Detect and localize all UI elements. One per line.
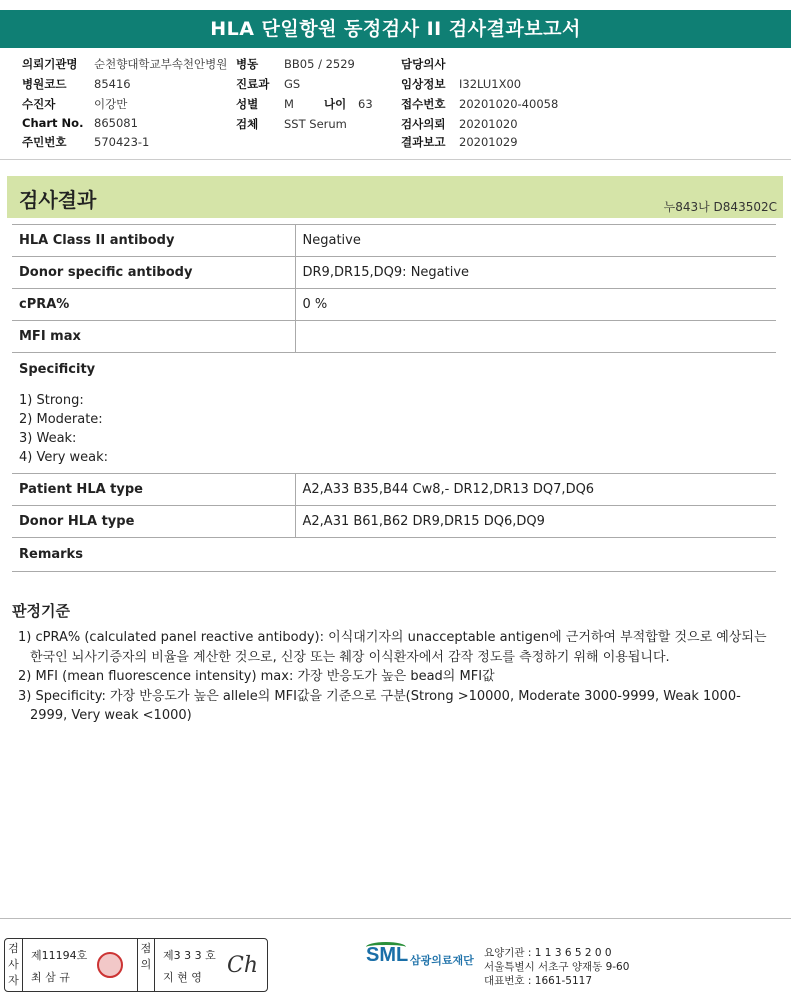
physician-field bbox=[401, 56, 459, 72]
specificity-row bbox=[12, 353, 776, 387]
specimen-value: SST Serum bbox=[284, 117, 347, 131]
dept-label: 진료과 bbox=[236, 77, 270, 91]
result-value: 0 % bbox=[295, 289, 776, 321]
result-key: Donor HLA type bbox=[12, 505, 295, 537]
report-title: HLA 단일항원 동정검사 II 검사결과보고서 bbox=[0, 10, 791, 48]
request-date-label: 검사의뢰 bbox=[401, 117, 446, 131]
ward-value: BB05 / 2529 bbox=[284, 57, 355, 71]
logo-arc-icon bbox=[366, 942, 406, 952]
hospital-code-value: 85416 bbox=[94, 77, 131, 91]
list-item: 2) Moderate: bbox=[19, 411, 103, 427]
org-name: 삼광의료재단 bbox=[410, 954, 474, 967]
request-date-value: 20201020 bbox=[459, 117, 518, 131]
list-item: 2) MFI (mean fluorescence intensity) max: 가장 반응도가 높은 bead의 MFI값 bbox=[18, 669, 495, 684]
specimen-label: 검체 bbox=[236, 117, 259, 131]
table-row bbox=[12, 473, 776, 505]
dept-value: GS bbox=[284, 77, 301, 91]
criteria-list bbox=[18, 628, 770, 726]
receipt-label: 접수번호 bbox=[401, 97, 446, 111]
requester-label: 의뢰기관명 bbox=[22, 57, 78, 71]
table-row bbox=[12, 225, 776, 257]
report-date-label: 결과보고 bbox=[401, 135, 446, 149]
requester-value: 순천향대학교부속천안병원 bbox=[94, 57, 228, 71]
report-date-value: 20201029 bbox=[459, 135, 518, 149]
id-number-value: 570423-1 bbox=[94, 135, 150, 149]
list-item: 1) Strong: bbox=[19, 392, 84, 408]
tester-label: 검사자 bbox=[5, 939, 23, 991]
patient-value: 이강만 bbox=[94, 97, 128, 111]
confirmer-license: 제3 3 3 호 bbox=[163, 949, 216, 962]
org-address: 서울특별시 서초구 양재동 9-60 bbox=[484, 961, 630, 973]
receipt-field bbox=[401, 96, 558, 112]
id-number-label: 주민번호 bbox=[22, 135, 67, 149]
receipt-value: 20201020-40058 bbox=[459, 97, 559, 111]
specificity-list-row bbox=[12, 387, 776, 474]
table-row bbox=[12, 505, 776, 537]
sex-field bbox=[236, 96, 373, 112]
id-number-field bbox=[22, 134, 149, 150]
hospital-code-field bbox=[22, 76, 131, 92]
ward-field bbox=[236, 56, 355, 72]
result-key: cPRA% bbox=[12, 289, 295, 321]
logo-mark: SML bbox=[366, 944, 409, 966]
sex-label: 성별 bbox=[236, 97, 259, 111]
table-row bbox=[12, 321, 776, 353]
report-date-field bbox=[401, 134, 518, 150]
patient-info-panel bbox=[0, 48, 791, 160]
test-code: 누843나 D843502C bbox=[663, 200, 777, 214]
clinical-info-value: I32LU1X00 bbox=[459, 77, 522, 91]
chart-no-value: 865081 bbox=[94, 116, 138, 130]
physician-label: 담당의사 bbox=[401, 57, 446, 71]
confirmer-name: 지 현 영 bbox=[163, 971, 202, 984]
signature-box bbox=[4, 938, 268, 992]
sml-logo bbox=[366, 944, 474, 967]
result-table bbox=[12, 224, 776, 572]
age-value: 63 bbox=[358, 97, 373, 111]
chart-no-label: Chart No. bbox=[22, 116, 84, 130]
result-value: Negative bbox=[295, 225, 776, 257]
chart-no-field bbox=[22, 116, 138, 130]
list-item: 4) Very weak: bbox=[19, 449, 109, 465]
table-row bbox=[12, 289, 776, 321]
seal-icon bbox=[97, 952, 123, 978]
result-value: A2,A31 B61,B62 DR9,DR15 DQ6,DQ9 bbox=[295, 505, 776, 537]
ward-label: 병동 bbox=[236, 57, 259, 71]
list-item: 1) cPRA% (calculated panel reactive antibody): 이식대기자의 unacceptable antigen에 근거하여 부적합할 것으로 예상되는 한국인 뇌사기증자의 비율을 계산한 것으로, 신장 또는 췌장 이식환자에서 감작 정도를 측정하기 위해 이용됩니다. bbox=[18, 630, 767, 665]
org-phone: 대표번호 : 1661-5117 bbox=[484, 975, 593, 987]
list-item: 3) Specificity: 가장 반응도가 높은 allele의 MFI값을 기준으로 구분(Strong >10000, Moderate 3000-9999, Weak 1000-2999, Very weak <1000) bbox=[18, 688, 741, 723]
result-key: HLA Class II antibody bbox=[12, 225, 295, 257]
org-info bbox=[484, 946, 629, 988]
table-row bbox=[12, 257, 776, 289]
org-code: 요양기관 : 1 1 3 6 5 2 0 0 bbox=[484, 947, 612, 959]
result-value bbox=[295, 321, 776, 353]
age-label: 나이 bbox=[324, 97, 347, 111]
signature-icon: Ch bbox=[227, 953, 259, 978]
result-key: MFI max bbox=[12, 321, 295, 353]
clinical-info-label: 임상정보 bbox=[401, 77, 446, 91]
result-value: A2,A33 B35,B44 Cw8,- DR12,DR13 DQ7,DQ6 bbox=[295, 473, 776, 505]
tester-license: 제11194호 bbox=[31, 949, 88, 962]
criteria-title: 판정기준 bbox=[12, 602, 70, 620]
result-section-header bbox=[7, 176, 783, 218]
clinical-info-field bbox=[401, 76, 521, 92]
remarks-label: Remarks bbox=[12, 537, 776, 571]
dept-field bbox=[236, 76, 300, 92]
tester-name: 최 삼 규 bbox=[31, 971, 70, 984]
result-heading: 검사결과 bbox=[19, 188, 97, 212]
list-item: 3) Weak: bbox=[19, 430, 77, 446]
request-date-field bbox=[401, 116, 518, 132]
specificity-list bbox=[12, 387, 776, 474]
footer-divider bbox=[0, 918, 791, 919]
patient-label: 수진자 bbox=[22, 97, 56, 111]
specificity-label: Specificity bbox=[12, 353, 776, 387]
remarks-row bbox=[12, 537, 776, 571]
requester-field bbox=[22, 56, 227, 72]
result-value: DR9,DR15,DQ9: Negative bbox=[295, 257, 776, 289]
confirmer-label: 점의 bbox=[137, 939, 155, 991]
result-key: Patient HLA type bbox=[12, 473, 295, 505]
specimen-field bbox=[236, 116, 347, 132]
hospital-code-label: 병원코드 bbox=[22, 77, 67, 91]
sex-value: M bbox=[284, 97, 294, 111]
patient-field bbox=[22, 96, 127, 112]
result-key: Donor specific antibody bbox=[12, 257, 295, 289]
